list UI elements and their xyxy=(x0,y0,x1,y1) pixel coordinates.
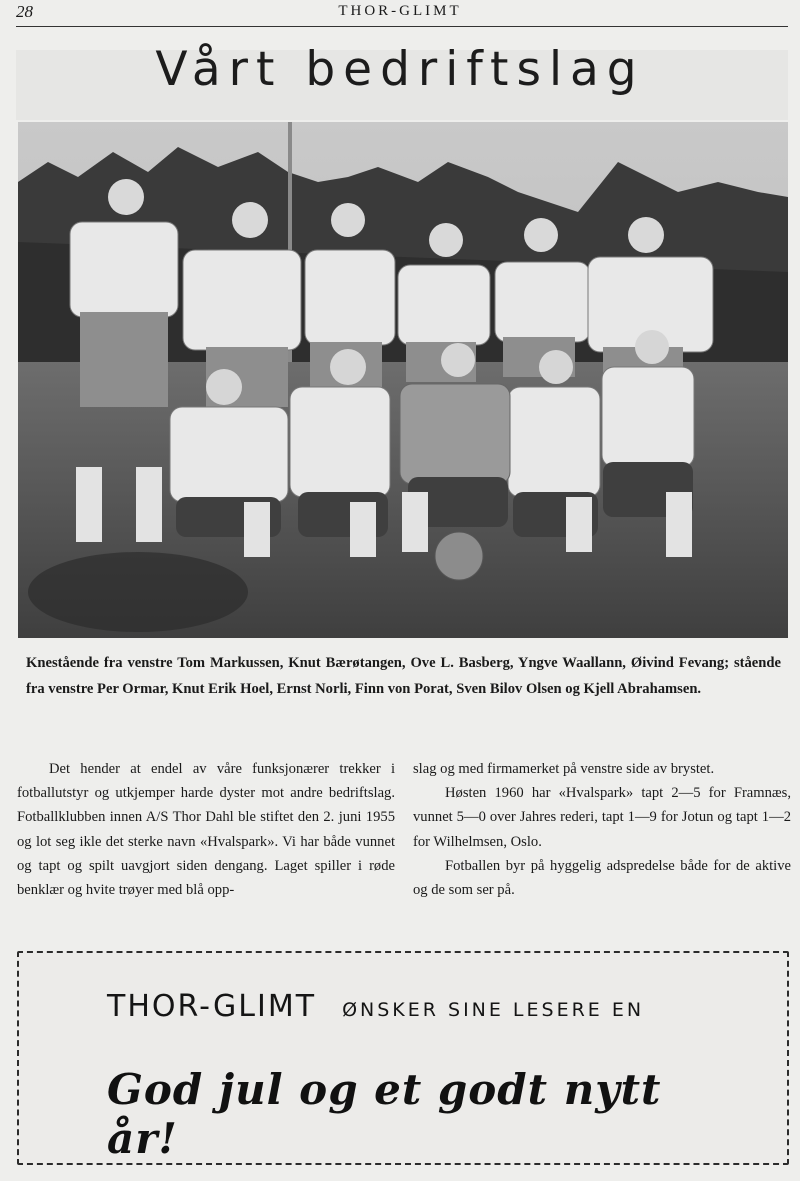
article-paragraph-2: Høsten 1960 har «Hvalspark» tapt 2—5 for Framnæs, vunnet 5—0 over Jahres rederi, tapt 1—9 for Jotun og tapt 1—2 for Wilhelmsen, Oslo. xyxy=(413,785,791,850)
page-number: 28 xyxy=(16,2,33,21)
greeting-line-1 xyxy=(107,989,644,1024)
team-photo-illustration xyxy=(18,122,788,638)
photo-caption: Knestående fra venstre Tom Markussen, Knut Bærøtangen, Ove L. Basberg, Yngve Waallann, Øivind Fevang; stående fra venstre Per Ormar, Knut Erik Hoel, Ernst Norli, Finn von Porat, Sven Bilov Olsen og Kjell Abrahamsen. xyxy=(26,655,781,697)
team-photo xyxy=(18,122,788,638)
page-title: Vårt bedriftslag xyxy=(155,42,645,97)
article-column-right xyxy=(413,757,791,902)
greeting-brand: THOR-GLIMT xyxy=(107,989,317,1024)
header-rule xyxy=(16,26,788,27)
running-head: THOR-GLIMT xyxy=(338,3,462,19)
greeting-message: God jul og et godt nytt år! xyxy=(107,1065,662,1163)
article-column-left xyxy=(17,757,395,902)
article-paragraph-3: Fotballen byr på hyggelig adspredelse både for de aktive og de som ser på. xyxy=(413,857,791,899)
article-paragraph-continued: slag og med firmamerket på venstre side av brystet. xyxy=(413,761,715,777)
greeting-box xyxy=(17,951,789,1165)
article-paragraph-1: Det hender at endel av våre funksjonærer trekker i fotballutstyr og utkjemper harde dyster mot andre bedriftslag. Fotballklubben innen A/S Thor Dahl ble stiftet den 2. juni 1955 og lot seg ikle det sterke navn «Hvalspark». Vi har både vunnet og tapt og spilt uavgjort siden dengang. Laget spiller i røde benklær og hvite trøyer med blå opp- xyxy=(17,761,395,899)
greeting-wish: ØNSKER SINE LESERE EN xyxy=(342,999,645,1021)
